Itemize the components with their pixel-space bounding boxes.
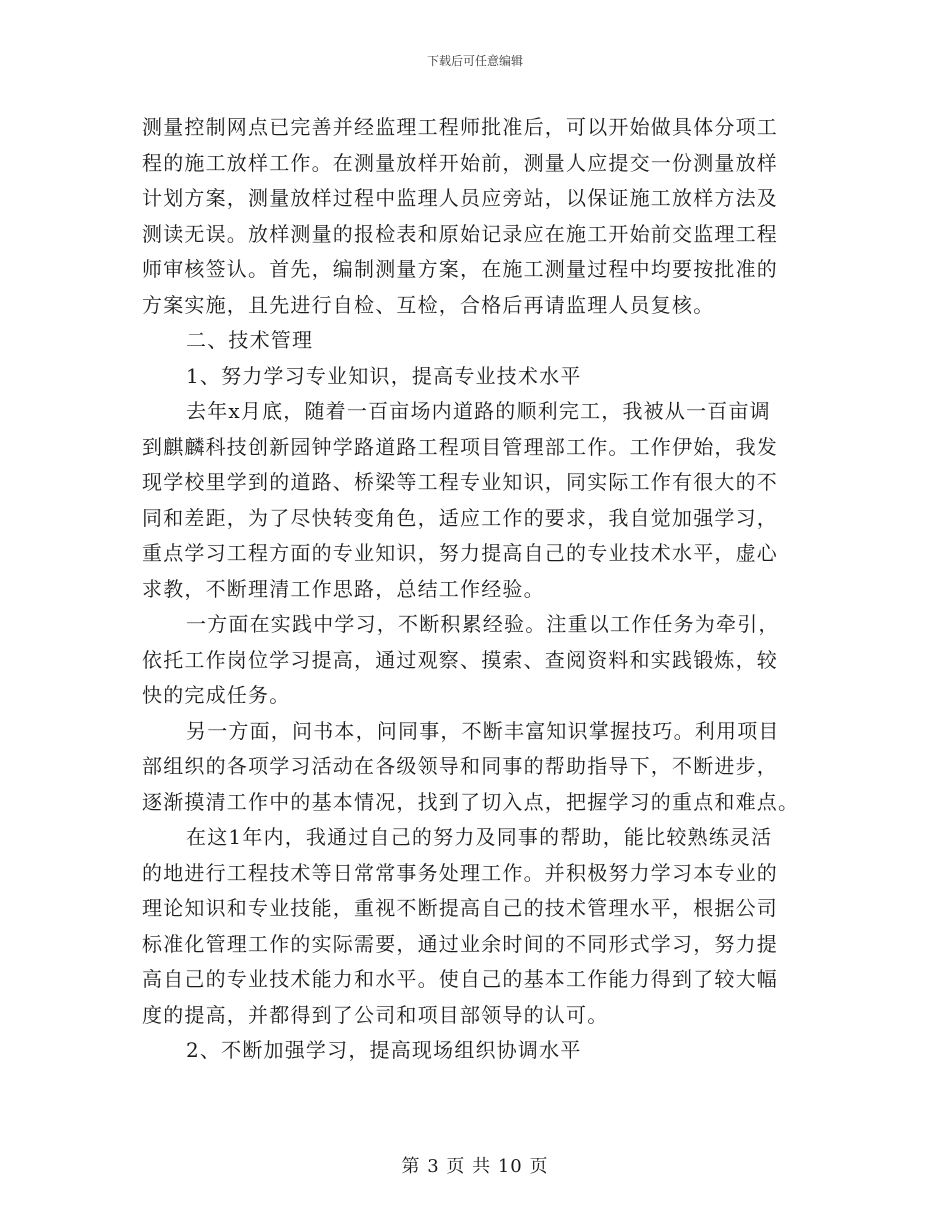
text-line: 程的施工放样工作。在测量放样开始前，测量人应提交一份测量放样 <box>142 150 778 175</box>
text-line: 高自己的专业技术能力和水平。使自己的基本工作能力得到了较大幅 <box>142 967 778 991</box>
text-line: 去年x月底，随着一百亩场内道路的顺利完工，我被从一百亩调 <box>186 399 771 423</box>
text-line: 2、不断加强学习，提高现场组织协调水平 <box>186 1038 582 1062</box>
body-text <box>142 110 808 1069</box>
text-line: 另一方面，问书本，问同事，不断丰富知识掌握技巧。利用项目 <box>186 718 780 743</box>
text-line: 现学校里学到的道路、桥梁等工程专业知识，同实际工作有很大的不 <box>142 470 778 494</box>
text-line: 一方面在实践中学习，不断积累经验。注重以工作任务为牵引， <box>186 612 780 636</box>
text-line: 理论知识和专业技能，重视不断提高自己的技术管理水平，根据公司 <box>142 896 778 920</box>
text-line: 到麒麟科技创新园钟学路道路工程项目管理部工作。工作伊始，我发 <box>142 434 778 459</box>
text-line: 求教，不断理清工作思路，总结工作经验。 <box>142 576 545 601</box>
text-line: 测量控制网点已完善并经监理工程师批准后，可以开始做具体分项工 <box>142 115 778 139</box>
text-line: 标准化管理工作的实际需要，通过业余时间的不同形式学习，努力提 <box>142 931 778 956</box>
text-line: 重点学习工程方面的专业知识，努力提高自己的专业技术水平，虚心 <box>142 541 778 565</box>
text-line: 师审核签认。首先，编制测量方案，在施工测量过程中均要按批准的 <box>142 257 778 281</box>
text-line: 快的完成任务。 <box>142 683 291 707</box>
text-line: 在这1年内，我通过自己的努力及同事的帮助，能比较熟练灵活 <box>186 825 773 849</box>
text-line: 方案实施，且先进行自检、互检，合格后再请监理人员复核。 <box>142 292 715 317</box>
text-line: 测读无误。放样测量的报检表和原始记录应在施工开始前交监理工程 <box>142 221 778 246</box>
text-line: 计划方案，测量放样过程中监理人员应旁站，以保证施工放样方法及 <box>142 186 778 210</box>
text-line: 同和差距，为了尽快转变角色，适应工作的要求，我自觉加强学习， <box>142 505 778 530</box>
text-line: 逐渐摸清工作中的基本情况，找到了切入点，把握学习的重点和难点。 <box>142 789 800 814</box>
text-line: 依托工作岗位学习提高，通过观察、摸索、查阅资料和实践锻炼，较 <box>142 647 778 672</box>
text-line: 部组织的各项学习活动在各级领导和同事的帮助指导下，不断进步， <box>142 754 778 778</box>
text-line: 1、努力学习专业知识，提高专业技术水平 <box>186 363 582 388</box>
page-header: 下载后可任意编辑 <box>426 54 523 68</box>
page-footer: 第 3 页 共 10 页 <box>401 1156 549 1177</box>
text-line: 二、技术管理 <box>186 328 314 352</box>
text-line: 的地进行工程技术等日常常事务处理工作。并积极努力学习本专业的 <box>142 860 778 885</box>
text-line: 度的提高，并都得到了公司和项目部领导的认可。 <box>142 1002 609 1027</box>
